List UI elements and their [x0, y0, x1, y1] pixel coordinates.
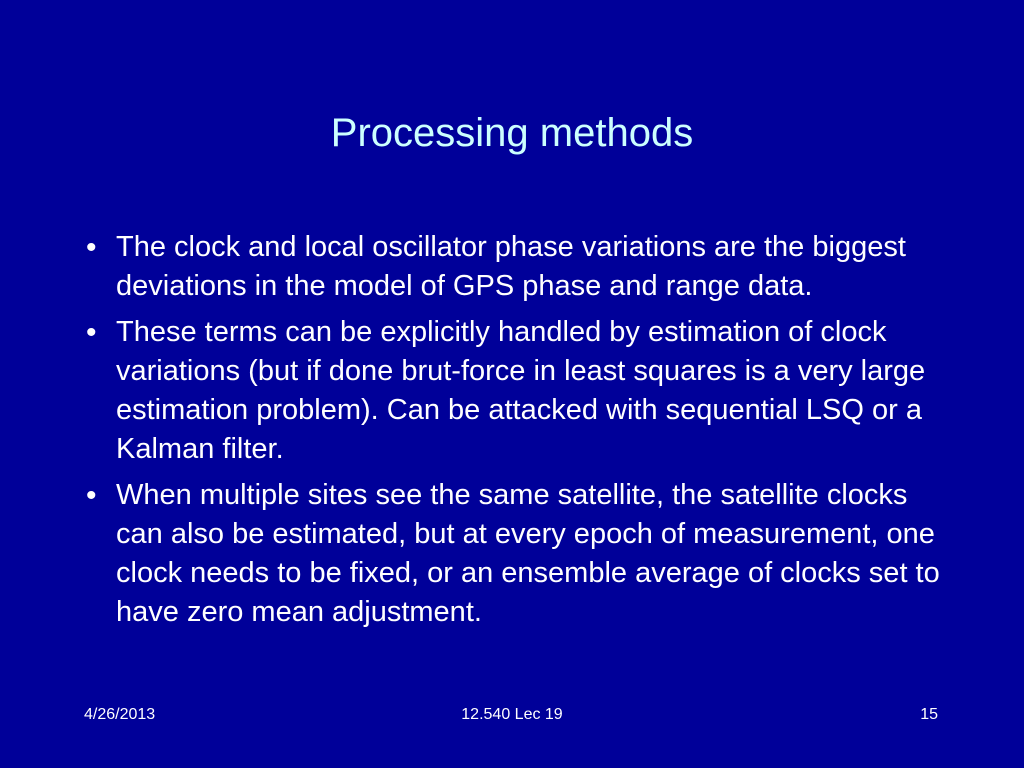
bullet-item: [84, 228, 954, 306]
bullet-list: [84, 228, 954, 639]
bullet-marker: •: [86, 231, 97, 264]
bullet-marker: •: [86, 479, 97, 512]
footer-course-label: 12.540 Lec 19: [461, 706, 563, 723]
slide-title: Processing methods: [330, 111, 694, 155]
footer-date: 4/26/2013: [84, 706, 156, 723]
bullet-text: The clock and local oscillator phase variations are the biggest deviations in the model of GPS phase and range data.: [116, 231, 906, 302]
bullet-text: When multiple sites see the same satellite, the satellite clocks can also be estimated, but at every epoch of measurement, one clock needs to be fixed, or an ensemble average of clocks set to have zero mean adjustment.: [116, 479, 940, 628]
bullet-marker: •: [86, 316, 97, 349]
bullet-text: These terms can be explicitly handled by estimation of clock variations (but if done brut-force in least squares is a very large estimation problem). Can be attacked with sequential LSQ or a Kalman filter.: [116, 316, 926, 465]
footer-page-number: 15: [920, 706, 938, 723]
bullet-item: [84, 313, 954, 469]
bullet-item: [84, 476, 954, 632]
